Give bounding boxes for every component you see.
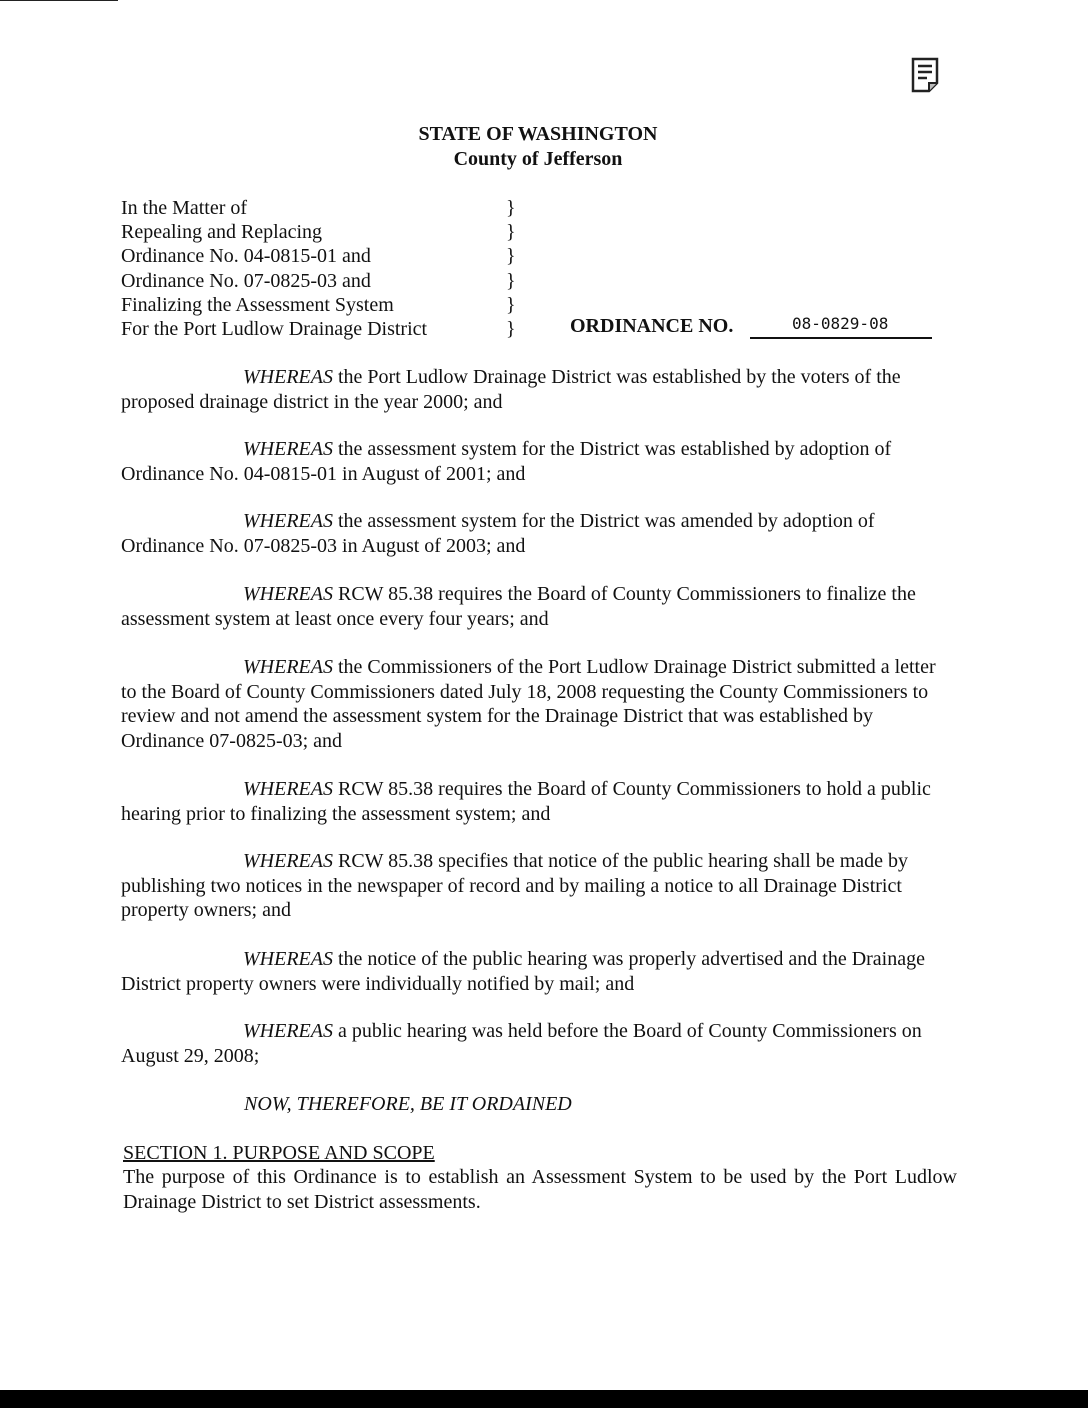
clause-text: the Commissioners of the Port Ludlow Drainage District submitted a letter to the Board of County Commissioners dated July 18, 2008 requesting the County Commissioners to review and not amend the assessment system for the Drainage District that was established by Ordinance 07-0825-03; and [121, 656, 936, 752]
whereas-clause [121, 947, 951, 996]
caption-line: Ordinance No. 04-0815-01 and [121, 245, 371, 268]
whereas-keyword: WHEREAS [243, 438, 333, 460]
clause-text: the Port Ludlow Drainage District was established by the voters of the proposed drainage district in the year 2000; and [121, 366, 901, 413]
whereas-keyword: WHEREAS [243, 656, 333, 678]
section-1-title: SECTION 1. PURPOSE AND SCOPE [123, 1142, 435, 1164]
document-icon [911, 57, 939, 93]
whereas-clause [121, 777, 951, 826]
section-1-body: The purpose of this Ordinance is to establish an Assessment System to be used by the Port Ludlow Drainage District to set District assessments. [123, 1166, 957, 1213]
whereas-clause [121, 582, 951, 631]
document-header [0, 122, 1076, 172]
clause-text: the assessment system for the District was amended by adoption of Ordinance No. 07-0825-03 in August of 2003; and [121, 510, 875, 557]
caption-brace: } [506, 293, 516, 316]
clause-text: the assessment system for the District was established by adoption of Ordinance No. 04-0815-01 in August of 2001; and [121, 438, 892, 485]
clause-text: the notice of the public hearing was properly advertised and the Drainage District property owners were individually notified by mail; and [121, 948, 925, 995]
clause-text: a public hearing was held before the Board of County Commissioners on August 29, 2008; [121, 1020, 922, 1067]
state-title: STATE OF WASHINGTON [418, 123, 658, 145]
caption-brace: } [506, 197, 516, 219]
ordinance-number-value: 08-0829-08 [750, 311, 932, 339]
whereas-clause [121, 1019, 951, 1068]
whereas-keyword: WHEREAS [243, 366, 333, 388]
caption-line: Finalizing the Assessment System [121, 293, 394, 316]
whereas-clause [121, 655, 951, 753]
caption-line: For the Port Ludlow Drainage District [121, 317, 428, 340]
ordinance-number-label: ORDINANCE NO. [570, 315, 734, 337]
county-title: County of Jefferson [453, 148, 623, 170]
whereas-keyword: WHEREAS [243, 850, 333, 872]
caption-line: Ordinance No. 07-0825-03 and [121, 269, 371, 292]
whereas-clause [121, 849, 951, 923]
whereas-keyword: WHEREAS [243, 1020, 333, 1042]
clause-text: RCW 85.38 requires the Board of County Commissioners to hold a public hearing prior to finalizing the assessment system; and [121, 778, 931, 825]
caption-brace: } [506, 245, 516, 268]
caption-line: In the Matter of [121, 197, 248, 219]
caption-brace: } [506, 221, 516, 244]
whereas-keyword: WHEREAS [243, 778, 333, 800]
whereas-clause [121, 437, 951, 486]
clause-text: RCW 85.38 specifies that notice of the public hearing shall be made by publishing two notices in the newspaper of record and by mailing a notice to all Drainage District property owners; and [121, 850, 909, 921]
whereas-keyword: WHEREAS [243, 948, 333, 970]
clause-text: RCW 85.38 requires the Board of County Commissioners to finalize the assessment system at least once every four years; and [121, 583, 916, 630]
whereas-keyword: WHEREAS [243, 510, 333, 532]
scan-corner-line [0, 0, 118, 1]
whereas-keyword: WHEREAS [243, 583, 333, 605]
caption-brace: } [506, 269, 516, 292]
caption-brace: } [506, 317, 516, 340]
whereas-clause [121, 365, 951, 414]
ordained-statement: NOW, THEREFORE, BE IT ORDAINED [244, 1093, 572, 1115]
caption-line: Repealing and Replacing [121, 221, 323, 244]
scan-bottom-edge [0, 1390, 1088, 1408]
whereas-clause [121, 509, 951, 558]
